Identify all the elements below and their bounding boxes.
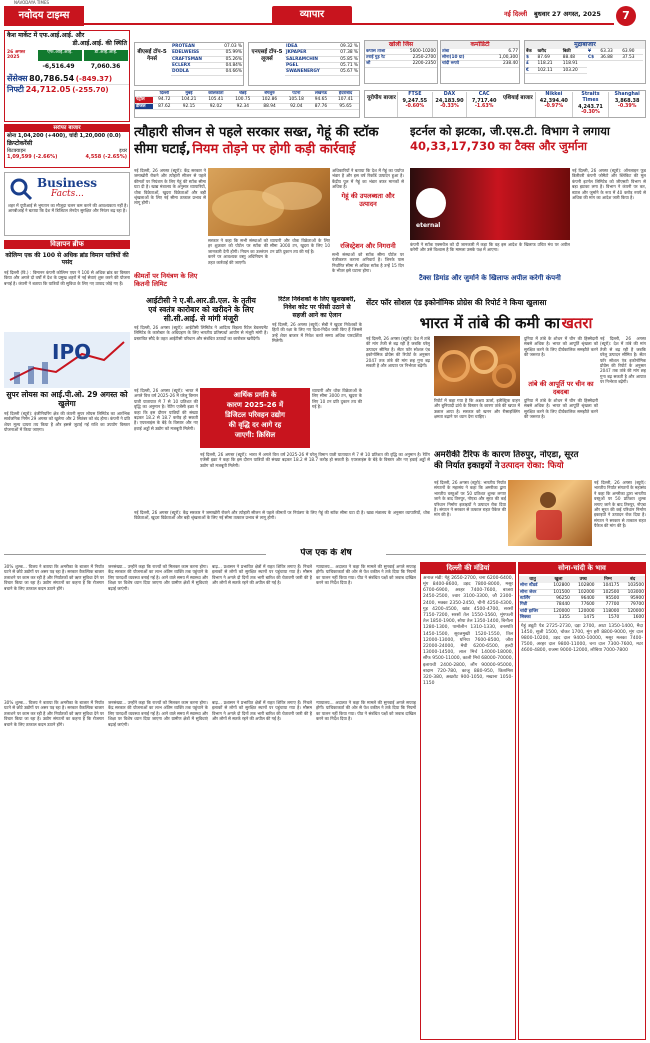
currency-title: मुद्राबाजार: [525, 41, 645, 49]
currency-cell: 63.33: [599, 49, 621, 55]
currency-header-cell: बैंक: [525, 49, 537, 55]
commodity-box: [440, 40, 520, 84]
jins-name: तराई गुड़ रेट: [365, 54, 396, 60]
bullion-cell: 1570: [596, 615, 621, 621]
fuel-diesel-price: 87.76: [310, 103, 332, 109]
lead-text-a: नई दिल्ली, 26 अगस्त (ब्यूरो): केंद्र सरकार ने जमाखोरी रोकने और त्योहारी सीजन से पहले कीमतों पर नियंत्रण के लिए गेहूं की स्टॉक सीमा घटा दी है। खाद्य मंत्रालय के अनुसार व्यापारियों, थोक विक्रेताओं, खुदरा विक्रेताओं और बड़ी श्रृंखलाओं के लिए नई सीमा तत्काल प्रभाव से लागू होगी।: [134, 168, 206, 206]
eternal-logo-text: eternal: [416, 222, 441, 229]
euro-market-value: 24,183.90: [435, 97, 464, 104]
bullion-header-cell: निम्न: [596, 576, 621, 584]
bse-gainer-row: [171, 69, 243, 75]
fuel-city: लखनऊ: [310, 91, 332, 97]
asia-market-value: 3,868.38: [614, 97, 640, 104]
bullion-header-cell: उच्च: [571, 576, 596, 584]
itc-headline-2: एवं स्वतंत्र कारोबार को खरीदने के लिए: [148, 305, 254, 314]
lead-sub-2: रजिस्ट्रेशन और निगरानी: [340, 242, 396, 250]
bse-gainer-value: 05.99%: [215, 50, 243, 56]
nse-loser-value: 05.85 %: [333, 56, 359, 62]
bullion-cell: 78440: [546, 602, 571, 608]
crisil-left-text: नई दिल्ली, 26 अगस्त (ब्यूरो): भारत में अगले वित्त वर्ष 2025-26 में घरेलू विमान यात्री यातायात में 7 से 10 प्रतिशत की वृद्धि का अनुमान है। रेटिंग एजेंसी इक्रा ने कहा कि इस दौरान यात्रियों की संख्या बढ़कर 18.2 से 18.7 करोड़ हो सकती है। एयरलाइंस के बेड़े के विस्तार और नए हवाई अड्डों से उद्योग को मजबूती मिलेगी।: [134, 388, 198, 431]
tariff-photo: [508, 480, 592, 546]
commodity-value: 1,00,300: [483, 54, 519, 60]
vigyapan-text: नई दिल्ली (वि.) : विमानन कंपनी कोलिग्न एयर ने 100 से अधिक ब्रांड का विस्तार किया और अगले दो वर्षों में देश के प्रमुख शहरों में नई सेवाएं शुरू करने की योजना बनाई है। कंपनी ने बताया कि यात्रियों की सुविधा के लिए नए उत्पाद जोड़े गए हैं।: [4, 269, 130, 286]
commodity-name: सोना(10 ग्रा): [441, 54, 483, 60]
bullion-cell: सोना स्टैंडर्ड: [519, 583, 546, 589]
asia-markets-label: एशियाई बाजार: [503, 95, 533, 101]
edition-date: बुधवार 27 अगस्त, 2025: [534, 10, 601, 18]
currency-cell: C$: [587, 54, 599, 60]
bse-gainer-name: ECLERX: [171, 63, 215, 69]
lead-sub-1: गेहूं की उपलब्धता और उत्पादन: [341, 192, 395, 208]
fuel-city: दिल्ली: [153, 91, 175, 97]
asia-markets-list: [535, 92, 645, 118]
asia-market-change: -0.97%: [544, 104, 564, 110]
bullion-cell: 95500: [596, 596, 621, 602]
bullion-cell: 1475: [571, 615, 596, 621]
gst-text-a: नई दिल्ली, 26 अगस्त (ब्यूरो): ऑनलाइन फूड डिलीवरी कंपनी जोमैटो और ब्लिंकिट की मूल कंपनी इटर्नल लिमिटेड को जीएसटी विभाग से बड़ा झटका लगा है। विभाग ने कंपनी पर कर, ब्याज और जुर्माने के रूप में 40 करोड़ रुपये से अधिक की मांग का आदेश जारी किया है।: [572, 168, 646, 201]
bse-gainer-value: 05.26%: [215, 56, 243, 62]
copper-coils-graphic: [434, 336, 520, 396]
gst-headline: [410, 124, 646, 166]
bullion-cell: सोना जेवर: [519, 589, 546, 595]
currency-cell: 118.91: [562, 61, 587, 67]
nse-loser-name: SWANENERGY: [285, 69, 333, 75]
copper-text-mid: दुनिया में तांबे के शोधन में चीन की हिस्सेदारी सबसे अधिक है। भारत को आपूर्ति श्रृंखला को सुरक्षित करने के लिए दीर्घकालिक समझौते करने की जरूरत है।: [524, 336, 598, 358]
fuel-petrol-price: 107.41: [332, 97, 359, 103]
nse-top5-title: एनएसई टॉप-5 लूजर्स: [251, 49, 283, 62]
fii-dii-headline-1: कैश मार्केट में एफ.आई.आई. और: [7, 32, 85, 39]
euro-market-change: -0.60%: [405, 104, 425, 110]
currency-cell: 36.88: [599, 54, 621, 60]
paper-name: नवोदय टाइम्स: [18, 10, 70, 21]
world-markets-box: [364, 90, 646, 118]
fuel-diesel-price: 92.02: [202, 103, 229, 109]
bullion-cell: 1600: [620, 615, 645, 621]
euro-market-value: 7,717.40: [471, 97, 497, 104]
copper-text-b: रिपोर्ट में कहा गया है कि अक्षय ऊर्जा, इलेक्ट्रिक वाहन और बुनियादी ढांचे के विस्तार के कारण तांबे की खपत में उछाल आया है। सरकार को खनन और रीसाइक्लिंग क्षमता बढ़ाने पर ध्यान देना चाहिए।: [434, 398, 520, 420]
lead-headline-red: नियम तोड़ने पर होगी कड़ी कार्रवाई: [192, 142, 356, 157]
asia-market-name: Nikkei: [545, 92, 563, 97]
bullion-cell: 120000: [546, 608, 571, 614]
itc-story: [134, 296, 268, 386]
btc-value: 1,09,599 (-2.66%): [7, 154, 58, 161]
bullion-header-cell: धातु: [519, 576, 546, 584]
bullion-cell: 120000: [571, 608, 596, 614]
euro-market-item: [432, 92, 467, 118]
section-title: व्यापार: [299, 9, 325, 20]
bottom-column-text-cont: बाढ़... प्रशासन ने प्रभावित क्षेत्रों में राहत शिविर लगाए हैं। निचले इलाकों से लोगों को सुरक्षित स्थानों पर पहुंचाया गया है। मौसम विभाग ने अगले दो दिनों तक भारी बारिश की चेतावनी जारी की है और लोगों से सतर्क रहने की अपील की गई है।: [212, 700, 312, 722]
crisil-line-2: कारण 2025-26 में: [226, 401, 284, 409]
fuel-city: चेन्नई: [229, 91, 256, 97]
middle-strip-text: नई दिल्ली, 26 अगस्त (ब्यूरो): भारत में अगले वित्त वर्ष 2025-26 में घरेलू विमान यात्री यातायात में 7 से 10 प्रतिशत की वृद्धि का अनुमान है। रेटिंग एजेंसी इक्रा ने कहा कि इस दौरान यात्रियों की संख्या बढ़कर 18.2 से 18.7 करोड़ हो सकती है। एयरलाइंस के बेड़े के विस्तार और नए हवाई अड्डों से उद्योग को मजबूती मिलेगी।: [200, 452, 430, 468]
bse-gainer-name: CRAFTSMAN: [171, 56, 215, 62]
fii-dii-date-label: 26 अगस्त 2025: [7, 49, 26, 61]
page-number-badge: [616, 6, 636, 26]
jins-name: कपास ताजा: [365, 49, 396, 55]
magnifier-icon: [9, 177, 33, 201]
bse-top5-title: बीएसई टॉप-5 गेनर्स: [137, 49, 167, 62]
asia-market-change: -0.30%: [581, 110, 600, 116]
currency-header-cell: खरीद: [537, 49, 562, 55]
fuel-city: हैदराबाद: [332, 91, 359, 97]
copper-text-right: नई दिल्ली, 26 अगस्त (ब्यूरो): देश में तांबे की मांग तेजी से बढ़ रही है जबकि घरेलू उत्पादन सीमित है। सेंटर फॉर सोशल एंड इकोनॉमिक प्रोग्रेस की रिपोर्ट के अनुसार 2047 तक तांबे की मांग छह गुना बढ़ सकती है और आयात पर निर्भरता बढ़ेगी।: [600, 336, 646, 385]
bullion-title: सोना-चांदी के भाव: [519, 563, 645, 574]
sensex-label: सेंसेक्स: [7, 74, 28, 84]
bullion-cell: 120000: [620, 608, 645, 614]
gold-title: सर्राफा बाजार: [5, 125, 129, 132]
khuli-jins-table: [365, 49, 437, 68]
bullion-cell: 118000: [596, 608, 621, 614]
bullion-cell: 77600: [571, 602, 596, 608]
bottom-column-text: न्यायालय... अदालत ने कहा कि मामले की सुनवाई अगले सप्ताह होगी। याचिकाकर्ता की ओर से पेश वकील ने तर्क दिया कि नियमों का पालन नहीं किया गया। पीठ ने संबंधित पक्षों को जवाब दाखिल करने का निर्देश दिया है।: [316, 564, 416, 586]
eth-label: इथर: [119, 147, 127, 154]
bse-top5-table: [171, 44, 243, 76]
bullion-row: [519, 615, 645, 621]
crisil-line-3: डिजिटल परिवहन उद्योग: [225, 411, 285, 419]
bullion-cell: 77700: [596, 602, 621, 608]
currency-row: [525, 67, 587, 73]
delhi-mandi-title: दिल्ली की मंडियां: [421, 563, 515, 574]
crisil-box: [200, 388, 310, 448]
currency-box: [524, 40, 646, 84]
bullion-cell: 101500: [546, 589, 571, 595]
currency-cell: 87.69: [537, 54, 562, 60]
ipo-headline: सुपर लोयस का आई.पी.ओ. 29 अगस्त को खुलेगा: [6, 390, 128, 408]
nse-loser-value: 05.67 %: [333, 69, 359, 75]
khuli-jins-title: खोली जिंस: [365, 41, 437, 49]
business-facts-text: शहर में यूपीआई से भुगतान का मौजूदा चलन कम करने की आवश्यकता नहीं है। आरबीआई ने बताया कि देश में डिजिटल लेनदेन सुरक्षित और निरंतर बढ़ रहा है।: [8, 203, 128, 214]
copper-photo: [434, 336, 520, 396]
bottom-column-text-cont: न्यायालय... अदालत ने कहा कि मामले की सुनवाई अगले सप्ताह होगी। याचिकाकर्ता की ओर से पेश वकील ने तर्क दिया कि नियमों का पालन नहीं किया गया। पीठ ने संबंधित पक्षों को जवाब दाखिल करने का निर्देश दिया है।: [316, 700, 416, 722]
copper-kicker: सेंटर फॉर सोशल एंड इकोनॉमिक प्रोग्रेस की रिपोर्ट ने किया खुलासा: [366, 298, 547, 307]
asia-market-item: [535, 92, 572, 118]
bullion-cell: 102800: [546, 583, 571, 589]
sebi-text: नई दिल्ली, 26 अगस्त (ब्यूरो): सेबी ने खुदरा निवेशकों के हितों की रक्षा के लिए नए दिशा-निर्देश जारी किए हैं जिससे उन्हें शेयर बाजार में निवेश करते समय अधिक पारदर्शिता मिलेगी।: [272, 322, 362, 344]
nifty-change: (-255.70): [72, 86, 109, 95]
nse-loser-name: IDEA: [285, 44, 333, 50]
commodity-name: चांदी रूपये: [441, 61, 483, 67]
asia-market-change: -0.39%: [617, 104, 637, 110]
bse-top5-box: [134, 42, 244, 86]
section-tab: [272, 6, 352, 23]
ipo-story: [4, 390, 130, 556]
vigyapan-headline: कोलिग्न एक की 100 से अधिक ब्रांड विमान यात्रियों की पसंद: [5, 251, 129, 267]
fuel-petrol-price: 105.41: [202, 97, 229, 103]
currency-cell: ¥: [587, 49, 599, 55]
nifty-label: निफ्टी: [7, 85, 24, 95]
currency-cell: $: [525, 54, 537, 60]
commodity-name: तांबा: [441, 49, 483, 55]
bullion-cell: स्टर्लिंग: [519, 596, 546, 602]
fii-value: -6,516.49: [42, 62, 75, 70]
bullion-header-cell: बंद: [620, 576, 645, 584]
eth-value: 4,558 (-2.65%): [85, 154, 127, 161]
bullion-cell: 96400: [571, 596, 596, 602]
delhi-mandi-text: अनाज मंडी: गेहूं 2650-2700, चना 6200-6400, मूंग 8400-8600, उड़द 7800-8000, मसूर 6700-6900, अरहर 7400-7600, बाजरा 2450-2500, ज्वार 3100-3300, जौ 2300-2400, मक्का 2350-2450, चीनी 4250-4300, गुड़ 4200-4500, खांड 4500-4700, सरसों 7150-7200, सरसों तेल 1550-1560, मूंगफली तेल 1850-1900, सोया तेल 1350-1400, बिनौला 1280-1300, पामोलीन 1310-1330, वनस्पति 1450-1500, सूरजमुखी 1520-1550, तिल 12000-13000, धनिया 7600-8500, जीरा 22000-24000, मेथी 6200-6500, हल्दी 13000-14500, लाल मिर्च 14000-18000, सौंफ 9500-11000, काली मिर्च 68000-70000, इलायची 2400-2800, लौंग 90000-95000, बादाम 720-780, काजू 880-950, किशमिश 320-380, अखरोट 900-1050, मखाना 1050-1150: [423, 575, 513, 687]
sebi-headline-3: सहजी आने का ऐलान: [292, 312, 342, 319]
nse-loser-value: 05.71 %: [333, 63, 359, 69]
currency-cell: 37.53: [621, 54, 643, 60]
currency-cell: 103.20: [562, 67, 587, 73]
lead-text-d: सभी संस्थाओं को स्टॉक सीमा पोर्टल पर पंजीकरण कराना अनिवार्य है। जिनके पास निर्धारित सीमा से अधिक स्टॉक है उन्हें 15 दिन के भीतर इसे घटाना होगा।: [332, 252, 404, 274]
commodity-table: [441, 49, 519, 68]
euro-market-name: FTSE: [408, 92, 422, 97]
fuel-petrol-price: 104.21: [176, 97, 203, 103]
lead-text-e: व्यापारी और थोक विक्रेताओं के लिए सीमा 3000 टन, खुदरा के लिए 10 टन प्रति दुकान तय की गई है।: [270, 238, 330, 254]
fuel-petrol-label: पेट्रोल: [135, 97, 153, 103]
crisil-line-5: जाएगी: क्रिसिल: [234, 431, 276, 439]
sensex-value: 80,786.54: [29, 74, 75, 84]
currency-table: [525, 49, 587, 74]
wheat-grain-graphic: [208, 168, 330, 236]
euro-market-value: 9,247.55: [402, 97, 428, 104]
vigyapan-box: [4, 240, 130, 328]
copper-sub: तांबे की आपूर्ति पर चीन का दबदबा: [528, 380, 594, 396]
masthead-bar: [4, 6, 646, 26]
bullion-cell: 102000: [571, 589, 596, 595]
sebi-story: [272, 296, 362, 386]
currency-row: [587, 54, 643, 60]
itc-headline-3: सी.सी.आई. से मांगी मंजूरी: [163, 314, 239, 323]
asia-market-value: 42,394.40: [539, 97, 568, 104]
bse-gainer-name: EDELWEISS: [171, 50, 215, 56]
paper-logo: [4, 6, 84, 26]
bse-gainer-value: 07.03 %: [215, 44, 243, 50]
business-title: Business: [37, 176, 98, 190]
bullion-cell: 1355: [546, 615, 571, 621]
tariff-headline-1: अमरीकी टैरिफ के कारण तिरुपुर, नोएडा, सूरत: [434, 450, 579, 460]
bullion-cell: गिन्नी: [519, 602, 546, 608]
eternal-photo: [410, 168, 570, 240]
delhi-mandi-box: [420, 562, 516, 1040]
euro-market-name: DAX: [443, 92, 456, 97]
bullion-cell: 103000: [620, 589, 645, 595]
lead-text-b: सरकार ने कहा कि सभी संस्थाओं को हर शुक्रवार को पोर्टल पर स्टॉक की जानकारी देनी होगी। नियम का उल्लंघन करने पर आवश्यक वस्तु अधिनियम के तहत कार्रवाई की जाएगी।: [208, 238, 268, 265]
euro-market-item: [397, 92, 432, 118]
currency-cell: €: [525, 67, 537, 73]
bse-gainer-name: PROTEAN: [171, 44, 215, 50]
tariff-headline: [434, 450, 646, 478]
vigyapan-title: विज्ञापन ब्रीफ: [4, 240, 130, 249]
currency-table-right: [587, 49, 643, 62]
bullion-cell: चांदी हाजिर: [519, 608, 546, 614]
gst-text-left: [410, 242, 570, 272]
nse-top5-box: [248, 42, 360, 86]
currency-cell: 88.48: [562, 54, 587, 60]
nse-loser-value: 07.38 %: [333, 50, 359, 56]
wheat-photo: [208, 168, 330, 236]
ipo-text: नई दिल्ली (ब्यूरो): इंजीनियरिंग क्षेत्र की कंपनी सुपर लोयस लिमिटेड का आरंभिक सार्वजनिक निर्गम 29 अगस्त को खुलेगा और 2 सितंबर को बंद होगा। कंपनी ने प्रति शेयर मूल्य दायरा तय किया है और इससे जुटाई गई राशि का उपयोग विस्तार योजनाओं में किया जाएगा।: [4, 411, 130, 433]
bullion-cell: 95900: [620, 596, 645, 602]
gold-line: सोना 1,04,200 (+400), चांदी 1,20,000 (0.0): [7, 132, 121, 139]
commodity-row: [441, 61, 519, 67]
nse-loser-name: SALRAMCHIN: [285, 56, 333, 62]
bullion-box: [518, 562, 646, 1040]
fuel-table: [135, 91, 359, 110]
euro-market-change: -1.63%: [474, 104, 494, 110]
bse-gainer-value: 04.84%: [215, 63, 243, 69]
page-number: 7: [622, 9, 630, 22]
bottom-column-text-cont: 30% शुल्क... विजय ने बताया कि अमरीका के बाजार में निर्यात घटने से छोटे उद्योगों पर असर पड़ रहा है। सरकार वैकल्पिक बाजार तलाशने पर काम कर रही है और निर्यातकों को ऋण सुविधा देने पर विचार किया जा रहा है। उद्योग संगठनों का कहना है कि रोजगार बचाने के लिए तत्काल कदम उठाने होंगे।: [4, 700, 104, 727]
copper-headline: [366, 314, 646, 332]
fuel-city: कोलकाता: [202, 91, 229, 97]
ipo-graphic: [4, 332, 130, 388]
asia-market-name: Shanghai: [614, 92, 640, 97]
ipo-word: IPO: [52, 340, 92, 364]
edition-city: नई दिल्ली: [504, 10, 528, 18]
masthead-line: [84, 23, 614, 25]
currency-cell: £: [525, 61, 537, 67]
euro-markets-list: [397, 92, 501, 118]
jins-name: जौ: [365, 61, 396, 67]
fuel-diesel-price: 87.62: [153, 103, 175, 109]
bullion-cell: 103500: [620, 583, 645, 589]
jins-value: 2200-2350: [396, 61, 437, 67]
tariff-text: नई दिल्ली, 26 अगस्त (ब्यूरो): भारतीय निर्यात संगठनों के महासंघ ने कहा कि अमरीका द्वारा भारतीय वस्तुओं पर 50 प्रतिशत शुल्क लगाए जाने के बाद तिरुपुर, नोएडा और सूरत की कई परिधान निर्माण इकाइयों ने उत्पादन रोक दिया है। संगठन ने सरकार से तत्काल राहत पैकेज की मांग की है।: [434, 480, 506, 518]
currency-cell: 63.90: [621, 49, 643, 55]
dii-label: डी.आई.आई.: [84, 50, 128, 61]
bullion-text: गेहूं ड्यूटी पेड 2725-2730, दड़ा 2700, आटा 1350-1400, मैदा 1450, सूजी 1500, चोकर 1700, मूंग हरी 8800-9000, मूंग दाल 9800-10200, उड़द दाल 9400-10000, मसूर मलका 7400-7500, अरहर दाल 9800-11000, चना दाल 7300-7600, मटर 4600-4800, राजमा 9000-12000, लोबिया 7000-7800: [521, 623, 643, 654]
bullion-cell: 102500: [596, 589, 621, 595]
fuel-city: मुंबई: [176, 91, 203, 97]
fuel-diesel-label: डीजल: [135, 103, 153, 109]
business-facts-box: [4, 172, 130, 236]
middle-strip-text-2: नई दिल्ली, 26 अगस्त (ब्यूरो): केंद्र सरकार ने जमाखोरी रोकने और त्योहारी सीजन से पहले कीमतों पर नियंत्रण के लिए गेहूं की स्टॉक सीमा घटा दी है। खाद्य मंत्रालय के अनुसार व्यापारियों, थोक विक्रेताओं, खुदरा विक्रेताओं और बड़ी श्रृंखलाओं के लिए नई सीमा तत्काल प्रभाव से लागू होगी।: [134, 510, 430, 521]
bullion-cell: 79700: [620, 602, 645, 608]
fuel-petrol-price: 94.72: [153, 97, 175, 103]
page-ek-headline: पेज एक के शेष: [266, 548, 386, 562]
fuel-box: [134, 90, 360, 118]
copper-text-a: नई दिल्ली, 26 अगस्त (ब्यूरो): देश में तांबे की मांग तेजी से बढ़ रही है जबकि घरेलू उत्पादन सीमित है। सेंटर फॉर सोशल एंड इकोनॉमिक प्रोग्रेस की रिपोर्ट के अनुसार 2047 तक तांबे की मांग छह गुना बढ़ सकती है और आयात पर निर्भरता बढ़ेगी।: [366, 336, 430, 369]
fuel-city: बेंगलुरु: [256, 91, 283, 97]
fuel-petrol-price: 94.65: [310, 97, 332, 103]
bottom-column-text: 30% शुल्क... विजय ने बताया कि अमरीका के बाजार में निर्यात घटने से छोटे उद्योगों पर असर पड़ रहा है। सरकार वैकल्पिक बाजार तलाशने पर काम कर रही है और निर्यातकों को ऋण सुविधा देने पर विचार किया जा रहा है। उद्योग संगठनों का कहना है कि रोजगार बचाने के लिए तत्काल कदम उठाने होंगे।: [4, 564, 104, 591]
bottom-column-text: बाढ़... प्रशासन ने प्रभावित क्षेत्रों में राहत शिविर लगाए हैं। निचले इलाकों से लोगों को सुरक्षित स्थानों पर पहुंचाया गया है। मौसम विभाग ने अगले दो दिनों तक भारी बारिश की चेतावनी जारी की है और लोगों से सतर्क रहने की अपील की गई है।: [212, 564, 312, 586]
bullion-cell: 96250: [546, 596, 571, 602]
currency-header-cell: बिक्री: [562, 49, 587, 55]
copper-headline-red: खतरा: [561, 314, 593, 332]
asia-market-name: Straits Times: [581, 92, 600, 103]
fuel-diesel-price: 88.94: [256, 103, 283, 109]
fuel-diesel-price: 92.15: [176, 103, 203, 109]
copper-text-c: दुनिया में तांबे के शोधन में चीन की हिस्सेदारी सबसे अधिक है। भारत को आपूर्ति श्रृंखला को सुरक्षित करने के लिए दीर्घकालिक समझौते करने की जरूरत है।: [524, 398, 598, 420]
fii-label: एफ.आई.आई.: [38, 50, 82, 61]
euro-market-item: [466, 92, 501, 118]
business-subtitle: Facts...: [51, 189, 84, 199]
fuel-diesel-price: 92.04: [283, 103, 310, 109]
commodity-value: 238.40: [483, 61, 519, 67]
nse-loser-row: [285, 69, 359, 75]
currency-cell: 102.11: [537, 67, 562, 73]
lead-headline-black: त्यौहारी सीजन से पहले सरकार सख्त, गेहूं की स्टॉक सीमा घटाई,: [134, 125, 379, 157]
khuli-jins-box: [364, 40, 438, 84]
gst-headline-red: 40,33,17,730 का टैक्स और जुर्माना: [410, 139, 587, 153]
nse-top5-table: [285, 44, 359, 76]
page-ek-headline-bar: [4, 548, 646, 562]
euro-markets-label: यूरोपीय बाजार: [367, 95, 396, 101]
masthead-small-label: NAVODAYA TIMES: [14, 0, 50, 5]
fuel-petrol-price: 102.86: [256, 97, 283, 103]
textile-worker-graphic: [508, 480, 592, 546]
sensex-change: (-849.37): [75, 75, 113, 84]
gst-sub: टैक्स डिमांड और जुर्माने के खिलाफ अपील करेगी कंपनी: [419, 274, 561, 282]
gst-text-b-inline: कंपनी ने स्टॉक एक्सचेंज को दी जानकारी में कहा कि वह इस आदेश के खिलाफ उचित मंच पर अपील करेगी और उसे विश्वास है कि मामला उसके पक्ष में आएगा।: [410, 242, 570, 253]
fuel-diesel-price: 95.65: [332, 103, 359, 109]
crisil-line-1: आर्थिक प्रगति के: [233, 391, 277, 399]
fuel-petrol-price: 105.18: [283, 97, 310, 103]
crypto-title: क्रिप्टोकरेंसी: [7, 140, 33, 148]
tariff-headline-black: की निर्यात इकाइयों ने: [434, 461, 500, 471]
fuel-petrol-price: 100.75: [229, 97, 256, 103]
euro-market-name: CAC: [478, 92, 490, 97]
asia-market-item: [572, 92, 609, 118]
eternal-logo: [416, 188, 446, 218]
currency-cell: 118.21: [537, 61, 562, 67]
jins-row: [365, 61, 437, 67]
nse-loser-name: JKPAPER: [285, 50, 333, 56]
fuel-diesel-price: 92.34: [229, 103, 256, 109]
bullion-cell: सिक्का: [519, 615, 546, 621]
lead-headline: [134, 124, 404, 166]
bullion-table: [519, 576, 645, 622]
fii-dii-box: [4, 30, 130, 122]
tariff-text-right: नई दिल्ली, 26 अगस्त (ब्यूरो): भारतीय निर्यात संगठनों के महासंघ ने कहा कि अमरीका द्वारा भारतीय वस्तुओं पर 50 प्रतिशत शुल्क लगाए जाने के बाद तिरुपुर, नोएडा और सूरत की कई परिधान निर्माण इकाइयों ने उत्पादन रोक दिया है। संगठन ने सरकार से तत्काल राहत पैकेज की मांग की है।: [594, 480, 646, 529]
sebi-headline-2: निवेश कोट पर फीसी उठाने से: [283, 304, 351, 311]
fuel-diesel-row: [135, 103, 359, 109]
bse-gainer-value: 04.66%: [215, 69, 243, 75]
btc-label: बिटक्वाइन: [7, 147, 26, 154]
crisil-right-text: व्यापारी और थोक विक्रेताओं के लिए सीमा 3000 टन, खुदरा के लिए 10 टन प्रति दुकान तय की गई है।: [312, 388, 362, 410]
fuel-city: पटना: [283, 91, 310, 97]
fii-dii-headline-2: डी.आई.आई. की स्थिति: [72, 39, 127, 47]
gst-headline-black: इटर्नल को झटका, जी.एस.टी. विभाग ने लगाया: [410, 124, 610, 138]
sebi-headline-1: रिटेल निवेशकों के लिए खुशखबरी,: [278, 296, 356, 303]
tariff-headline-red: उत्पादन रोका: फियो: [501, 461, 564, 471]
nifty-value: 24,712.05: [25, 85, 71, 95]
itc-headline-1: आईटीसी ने ए.बी.आर.डी.एल. के तृतीय: [146, 296, 256, 305]
bottom-column-text-cont: जनसंख्या... उन्होंने कहा कि राज्यों को मिलकर काम करना होगा। केंद्र सरकार की योजनाओं का लाभ अंतिम व्यक्ति तक पहुंचाने के लिए पारदर्शी व्यवस्था बनाई गई है। आने वाले समय में स्वास्थ्य और शिक्षा पर विशेष ध्यान दिया जाएगा और ग्रामीण क्षेत्रों में सुविधाएं बढ़ाई जाएंगी।: [108, 700, 208, 727]
gold-crypto-box: [4, 124, 130, 168]
euro-market-change: -0.33%: [440, 104, 459, 110]
bullion-cell: 104175: [596, 583, 621, 589]
dii-value: 7,060.36: [90, 62, 121, 70]
copper-headline-black: भारत में तांबे की कमी का: [419, 314, 560, 332]
commodity-value: 6.77: [483, 49, 519, 55]
jins-value: 2350-2700: [396, 54, 437, 60]
commodity-title: कमोडिटी: [441, 41, 519, 49]
jins-value: 5600-10200: [396, 49, 437, 55]
lead-sub-3: कीमतों पर नियंत्रण के लिए कितनी लिमिट: [134, 272, 198, 288]
asia-market-value: 4,243.71: [578, 103, 603, 110]
bullion-header-cell: खुला: [546, 576, 571, 584]
itc-text: नई दिल्ली, 26 अगस्त (ब्यूरो): आईटीसी लिमिटेड ने आदित्य बिड़ला रिटेल डेवलपमेंट लिमिटेड के कारोबार के अधिग्रहण के लिए भारतीय प्रतिस्पर्धा आयोग से मंजूरी मांगी है। प्रस्तावित सौदे के तहत आईटीसी परिधान और संबंधित उत्पादों का कारोबार खरीदेगी।: [134, 325, 268, 341]
asia-market-item: [608, 92, 645, 118]
bottom-column-text: जनसंख्या... उन्होंने कहा कि राज्यों को मिलकर काम करना होगा। केंद्र सरकार की योजनाओं का लाभ अंतिम व्यक्ति तक पहुंचाने के लिए पारदर्शी व्यवस्था बनाई गई है। आने वाले समय में स्वास्थ्य और शिक्षा पर विशेष ध्यान दिया जाएगा और ग्रामीण क्षेत्रों में सुविधाएं बढ़ाई जाएंगी।: [108, 564, 208, 591]
lead-text-c: अधिकारियों ने बताया कि देश में गेहूं का पर्याप्त भंडार है और इस वर्ष रिकॉर्ड उत्पादन हुआ है। केंद्रीय पूल में गेहूं का भंडार बफर मानकों से अधिक है।: [332, 168, 404, 190]
crisil-line-4: की वृद्धि दर आगे रह: [228, 421, 282, 429]
bse-gainer-name: DODLA: [171, 69, 215, 75]
nse-loser-name: PGEL: [285, 63, 333, 69]
fuel-petrol-row: [135, 97, 359, 103]
bullion-cell: 102800: [571, 583, 596, 589]
nse-loser-value: 09.32 %: [333, 44, 359, 50]
